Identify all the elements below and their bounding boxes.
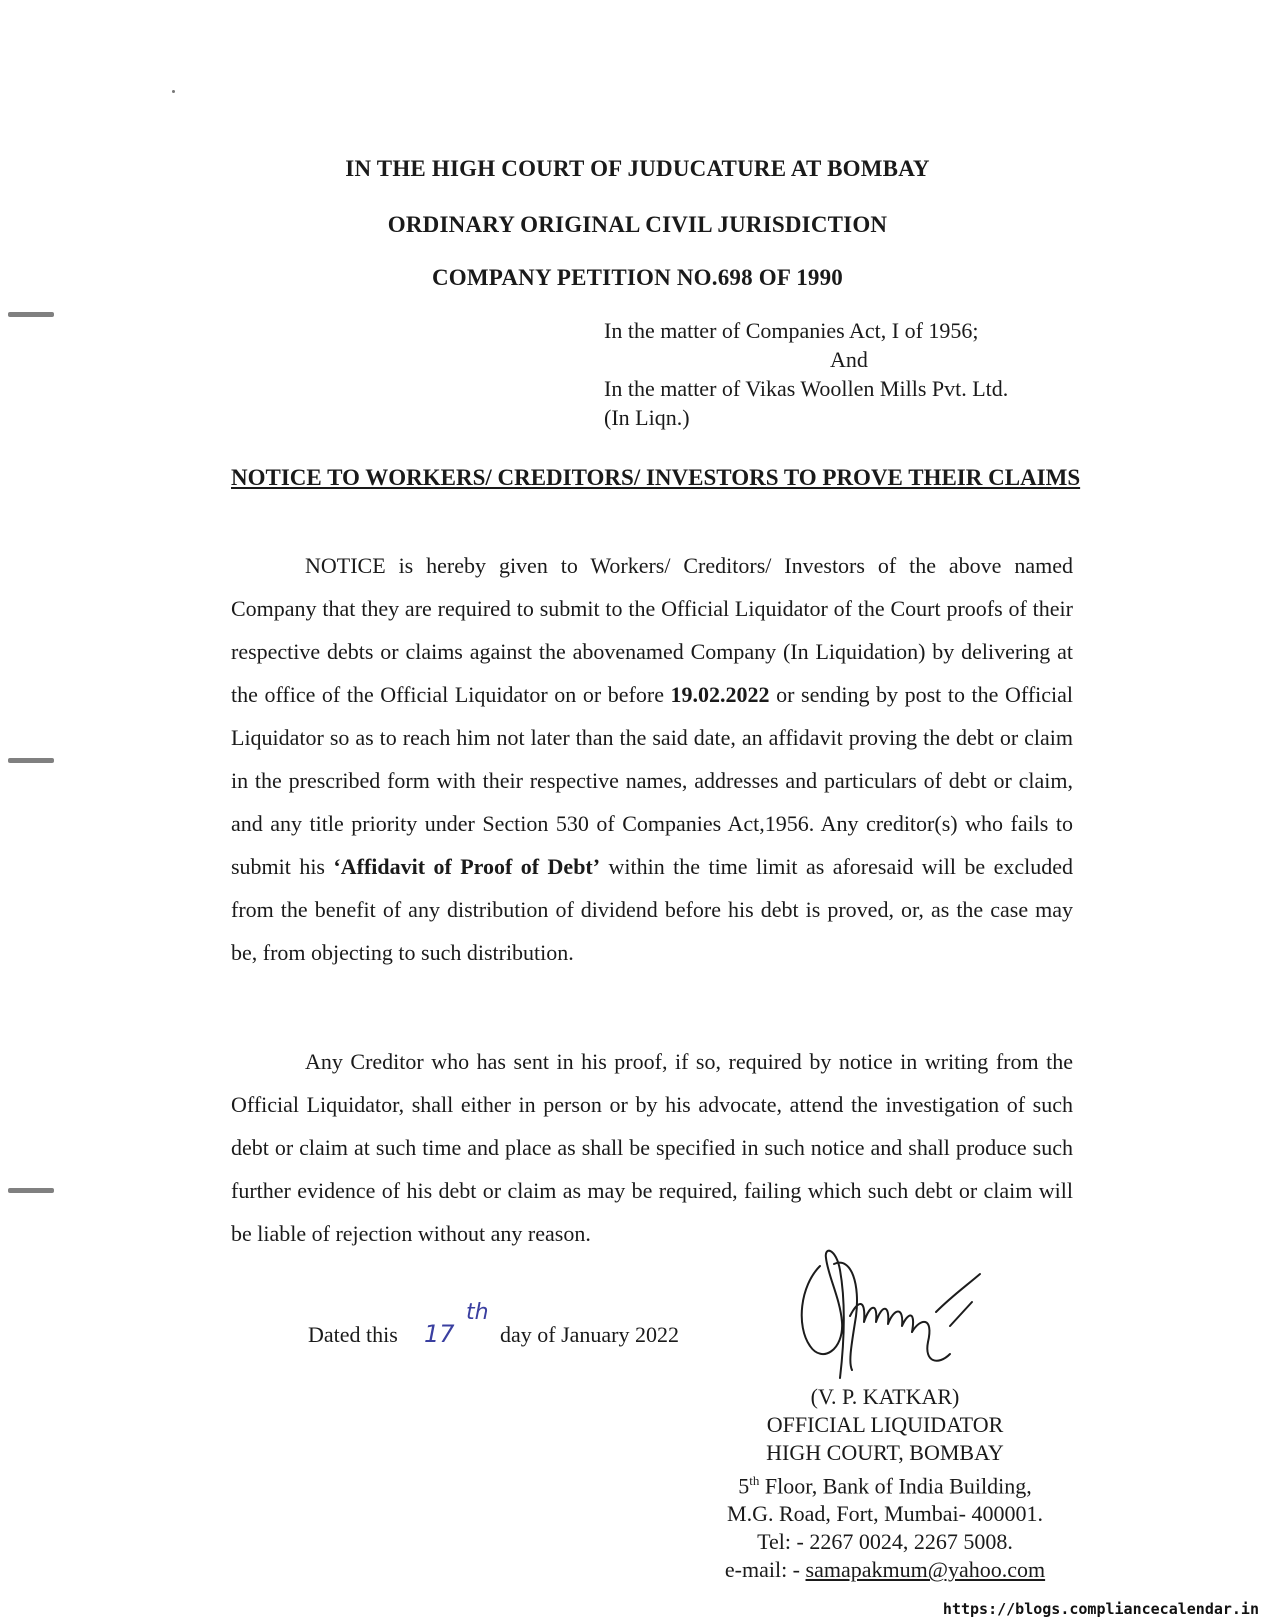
handwritten-day: 17 [424,1320,455,1348]
matter-and: And [830,347,868,372]
signatory-title: OFFICIAL LIQUIDATOR [766,1412,1004,1437]
dated-prefix: Dated this [308,1322,398,1347]
signatory-name: (V. P. KATKAR) [810,1384,960,1409]
address-1-rest: Floor, Bank of India Building, [759,1473,1032,1499]
signature-image [800,1246,1020,1396]
signatory-address-1 [650,1467,1120,1500]
notice-paragraph-2: Any Creditor who has sent in his proof, if so, required by notice in writing from the Official Liquidator, shall either in person or by his advocate, attend the investigation of such debt or claim at such time and place as shall be specified in such notice and shall produce such further evidence of his debt or claim as may be required, failing which such debt or claim will be liable of rejection without any reason. [231,1049,1073,1246]
scan-artifact [8,758,54,763]
floor-number: 5 [738,1473,750,1499]
signatory-block [650,1383,1120,1584]
matter-block [604,316,1074,432]
para1-text-3: within the time limit as aforesaid will be excluded from the benefit of any distribution of dividend before his debt is proved, or, as the case may be, from objecting to such distribution. [231,854,1073,965]
notice-title: NOTICE TO WORKERS/ CREDITORS/ INVESTORS TO PROVE THEIR CLAIMS [231,465,1081,490]
scan-artifact [8,312,54,317]
handwritten-day-suffix: th [466,1300,489,1325]
para1-text-2: or sending by post to the Official Liquidator so as to reach him not later than the said date, an affidavit proving the debt or claim in the prescribed form with their respective names, addresses and particulars of debt or claim, and any title priority under Section 530 of Companies Act,1956. Any creditor(s) who fails to submit his [231,682,1074,879]
signatory-tel: Tel: - 2267 0024, 2267 5008. [757,1529,1013,1555]
email-label: e-mail: - [724,1557,806,1583]
jurisdiction-heading: ORDINARY ORIGINAL CIVIL JURISDICTION [387,212,888,237]
signatory-court: HIGH COURT, BOMBAY [766,1440,1004,1465]
affidavit-term: ‘Affidavit of Proof of Debt’ [333,854,601,879]
court-heading: IN THE HIGH COURT OF JUDUCATURE AT BOMBAY [345,156,930,181]
floor-suffix: th [749,1473,760,1488]
para1-text-1: NOTICE is hereby given to Workers/ Creditors/ Investors of the above named Company that they are required to submit to the Official Liquidator of the Court proofs of their respective debts or claims against the abovenamed Company (In Liquidation) by delivering at the office of the Official Liquidator on or before [231,553,1073,707]
signatory-email-line [650,1556,1120,1584]
scan-artifact [172,90,175,93]
deadline-date: 19.02.2022 [670,682,770,707]
matter-line-1: In the matter of Companies Act, I of 1956; [604,318,979,343]
email-link[interactable]: samapakmum@yahoo.com [805,1557,1046,1583]
scan-artifact [8,1188,54,1193]
dated-suffix: day of January 2022 [500,1322,680,1347]
petition-heading: COMPANY PETITION NO.698 OF 1990 [431,265,844,290]
matter-line-4: (In Liqn.) [604,405,690,430]
signatory-address-2: M.G. Road, Fort, Mumbai- 400001. [727,1501,1043,1527]
notice-paragraph-1 [231,544,1073,974]
matter-line-3: In the matter of Vikas Woollen Mills Pvt. Ltd. [604,376,1009,401]
watermark-url: https://blogs.compliancecalendar.in [942,1600,1259,1618]
